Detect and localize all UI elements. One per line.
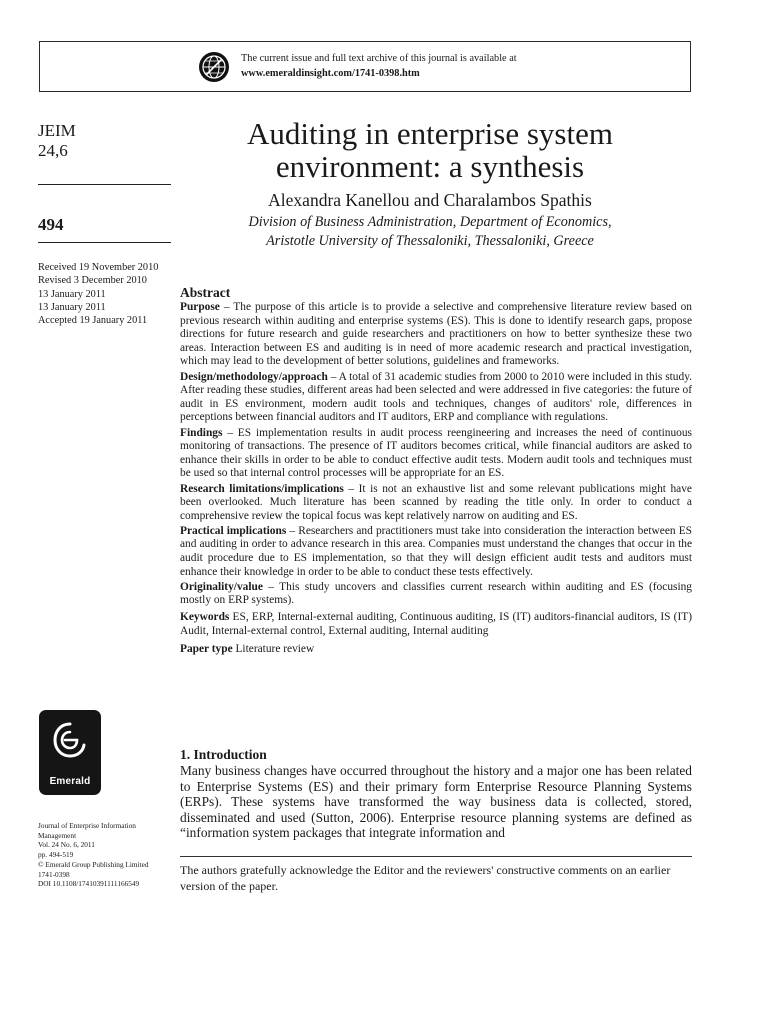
footnote-divider [180,856,692,857]
citation-line: Vol. 24 No. 6, 2011 [38,840,95,850]
submission-dates [38,261,158,327]
journal-citation [38,821,178,889]
findings-label: Findings [180,426,223,439]
divider [38,184,171,185]
globe-icon [198,51,230,83]
limitations-label: Research limitations/implications [180,482,344,495]
keywords-text: ES, ERP, Internal-external auditing, Continuous auditing, IS (IT) auditors-financial auditors, IS (IT) Audit, Internal-external control, External auditing, Internal auditing [180,611,692,637]
abstract-purpose [180,301,692,369]
abstract-limitations [180,483,692,524]
title-line: Auditing in enterprise system [247,116,613,151]
paper-type-label: Paper type [180,643,233,656]
banner-url-link[interactable]: www.emeraldinsight.com/1741-0398.htm [241,68,420,79]
abstract [180,284,692,658]
abstract-practical [180,525,692,579]
keywords-label: Keywords [180,611,230,624]
journal-banner [39,41,691,92]
date-revised: Revised 3 December 2010 [38,275,147,287]
citation-line: pp. 494-519 [38,850,74,860]
affiliation-line: Aristotle University of Thessaloniki, Thessaloniki, Greece [266,232,594,249]
citation-line: DOI 10.1108/17410391111166549 [38,879,140,889]
abstract-keywords [180,611,692,638]
title-line: environment: a synthesis [275,149,585,184]
introduction-section [180,746,692,841]
article-title [180,117,680,183]
citation-line: 1741-0398 [38,869,70,879]
emerald-logo [39,710,101,795]
limitations-text: – It is not an exhaustive list and some relevant publications might have been overlooked. Much literature has been scanned by reading the title only. In order to conduct a comprehensive review the topical focus was kept relatively narrow on auditing and ES. [180,482,692,522]
volume-issue: 24,6 [38,141,68,160]
journal-code [38,121,76,161]
affiliation [180,213,680,250]
authors: Alexandra Kanellou and Charalambos Spathis [268,190,592,210]
journal-abbrev: JEIM [38,121,76,140]
emerald-logo-text: Emerald [49,776,91,787]
originality-text: – This study uncovers and classifies current research within auditing and ES (focusing mostly on ERP systems). [180,580,692,607]
banner-availability-line: The current issue and full text archive of this journal is available at [241,53,517,64]
design-text: – A total of 31 academic studies from 2000 to 2010 were included in this study. After reading these studies, different areas had been selected and were addressed in five categories: the future of audit in ES environment, modern audit tools and techniques, changes of auditors' role, differences in perceptions between financial auditors and IT auditors, ERP and compliance with regulations. [180,370,692,424]
purpose-label: Purpose [180,301,220,313]
banner-text [241,51,517,81]
abstract-design [180,371,692,425]
abstract-heading: Abstract [180,285,231,300]
acknowledgement-footnote: The authors gratefully acknowledge the Editor and the reviewers' constructive comments on an earlier version of the paper. [180,863,671,893]
date-revised-2: 13 January 2011 [38,288,106,300]
abstract-originality [180,581,692,608]
introduction-paragraph: Many business changes have occurred throughout the history and a major one has been related to Enterprise Systems (ES) and their primary form Enterprise Resource Planning Systems (ERPs). These systems have transformed the way business data is collected, stored, disseminated and used (Sutton, 2006). Enterprise resource planning systems are defined as “information system packages that integrate information and [180,763,692,841]
divider [38,242,171,243]
page-number: 494 [38,215,64,234]
date-revised-3: 13 January 2011 [38,301,106,313]
introduction-heading: 1. Introduction [180,747,267,762]
abstract-paper-type [180,643,692,657]
findings-text: – ES implementation results in audit process reengineering and increases the need of continuous monitoring of transactions. The presence of IT auditors becomes critical, while financial auditors are asked to enhance their skills in order to be able to conduct effective audit tests. Modern audit tools and techniques must be used so that internal control processes will be appropriate for an ES. [180,426,692,480]
citation-line: © Emerald Group Publishing Limited [38,859,149,869]
practical-text: – Researchers and practitioners must take into consideration the interaction between ES and auditing in order to advance research in this area. Companies must understand the changes that occur in the audit procedure due to ES implementation, so that they will design efficient audit tests and auditors must enhance their knowledge in order to be able to conduct these tests effectively. [180,524,692,578]
paper-type-text: Literature review [232,643,315,656]
practical-label: Practical implications [180,524,287,537]
date-received: Received 19 November 2010 [38,262,159,273]
date-accepted: Accepted 19 January 2011 [38,315,148,327]
citation-line: Journal of Enterprise Information [38,821,136,830]
abstract-findings [180,427,692,481]
emerald-swirl-icon [52,718,88,770]
purpose-text: – The purpose of this article is to provide a selective and comprehensive literature review based on previous research within auditing and enterprise systems (ES). This is done to identify research gaps, propose directions for future research and guide researchers and practitioners on how to better synthesize these two areas. Interaction between ES and auditing is in need of more academic research and practical investigation, which may lead to the development of better solutions, guidelines and frameworks. [180,301,692,368]
affiliation-line: Division of Business Administration, Department of Economics, [248,214,612,230]
citation-line: Management [38,830,77,840]
originality-label: Originality/value [180,580,263,593]
design-label: Design/methodology/approach [180,370,328,383]
